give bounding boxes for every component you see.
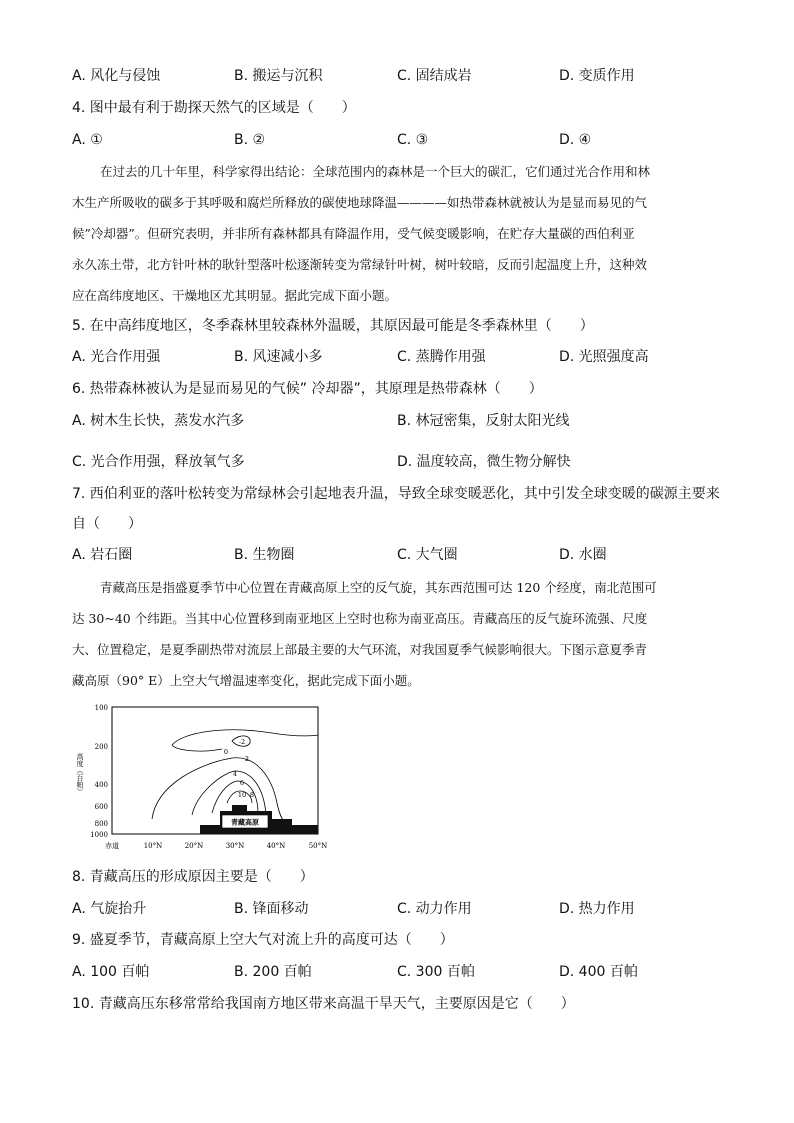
plateau-label: 青藏高原 (231, 817, 259, 827)
passage-line: 木生产所吸收的碳多于其呼吸和腐烂所释放的碳使地球降温————如热带森林就被认为是显而易见的气 (72, 195, 648, 210)
q9-option-b[interactable]: B. 200 百帕 (234, 964, 312, 980)
q4-option-a[interactable]: A. ① (72, 132, 103, 148)
y-tick: 200 (94, 743, 108, 751)
q3-option-c[interactable]: C. 固结成岩 (397, 68, 472, 84)
contour-label: 8 (249, 791, 255, 799)
heating-rate-figure (72, 703, 332, 858)
x-tick: 10°N (143, 842, 163, 850)
q10-stem: 10. 青藏高压东移常常给我国南方地区带来高温干旱天气，主要原因是它（ ） (72, 996, 575, 1012)
contour-label: 4 (232, 770, 238, 778)
q6-option-d[interactable]: D. 温度较高，微生物分解快 (397, 454, 571, 470)
y-tick: 400 (94, 781, 108, 789)
q8-stem: 8. 青藏高压的形成原因主要是（ ） (72, 869, 314, 885)
contour-label: -2 (238, 738, 246, 746)
q8-option-b[interactable]: B. 锋面移动 (234, 901, 309, 917)
q9-option-a[interactable]: A. 100 百帕 (72, 964, 150, 980)
q3-option-d[interactable]: D. 变质作用 (559, 68, 635, 84)
passage-forest (72, 156, 722, 311)
passage-line: 大、位置稳定，是夏季副热带对流层上部最主要的大气环流，对我国夏季气候影响很大。下图示意夏季青 (72, 642, 648, 657)
x-tick: 赤道 (105, 842, 119, 850)
q6-option-b[interactable]: B. 林冠密集，反射太阳光线 (397, 413, 570, 429)
passage-line: 达 30~40 个纬距。当其中心位置移到南亚地区上空时也称为南亚高压。青藏高压的反气旋环流强、尺度 (72, 611, 648, 626)
figure-svg (72, 703, 332, 858)
x-tick: 20°N (184, 842, 204, 850)
q4-option-d[interactable]: D. ④ (559, 132, 592, 148)
passage-line: 藏高原（90° E）上空大气增温速率变化，据此完成下面小题。 (72, 673, 420, 688)
q5-stem: 5. 在中高纬度地区，冬季森林里较森林外温暖，其原因最可能是冬季森林里（ ） (72, 318, 594, 334)
q4-stem: 4. 图中最有利于勘探天然气的区域是（ ） (72, 100, 356, 116)
passage-line: 永久冻土带，北方针叶林的耿针型落叶松逐渐转变为常绿针叶树，树叶较暗，反而引起温度上升，这种效 (72, 257, 648, 272)
q5-option-b[interactable]: B. 风速减小多 (234, 349, 323, 365)
q7-stem: 7. 西伯利亚的落叶松转变为常绿林会引起地表升温，导致全球变暖恶化，其中引发全球变暖的碳源主要来 (72, 486, 720, 502)
q7-option-d[interactable]: D. 水圈 (559, 547, 607, 563)
passage-tibetan-high (72, 572, 722, 696)
q8-option-d[interactable]: D. 热力作用 (559, 901, 635, 917)
q5-option-c[interactable]: C. 蒸腾作用强 (397, 349, 486, 365)
q6-option-a[interactable]: A. 树木生长快，蒸发水汽多 (72, 413, 245, 429)
y-tick: 1000 (90, 831, 108, 839)
q5-option-a[interactable]: A. 光合作用强 (72, 349, 161, 365)
q7-option-a[interactable]: A. 岩石圈 (72, 547, 133, 563)
q3-option-b[interactable]: B. 搬运与沉积 (234, 68, 323, 84)
y-tick: 600 (94, 803, 108, 811)
y-tick: 800 (94, 820, 108, 828)
q9-option-c[interactable]: C. 300 百帕 (397, 964, 475, 980)
q9-option-d[interactable]: D. 400 百帕 (559, 964, 638, 980)
q9-stem: 9. 盛夏季节，青藏高原上空大气对流上升的高度可达（ ） (72, 932, 454, 948)
contour-label: 0 (223, 748, 229, 756)
passage-line: 在过去的几十年里，科学家得出结论：全球范围内的森林是一个巨大的碳汇，它们通过光合作用和林 (100, 164, 651, 179)
q4-option-b[interactable]: B. ② (234, 132, 266, 148)
q7-option-c[interactable]: C. 大气圈 (397, 547, 458, 563)
plot-frame (112, 707, 318, 834)
contour-label: 6 (239, 779, 245, 787)
contour-label: 2 (244, 755, 250, 763)
q6-stem: 6. 热带森林被认为是显而易见的气候” 冷却器”，其原理是热带森林（ ） (72, 381, 543, 397)
y-axis-label: 高度（百帕） (76, 753, 84, 795)
x-tick: 50°N (308, 842, 328, 850)
q5-option-d[interactable]: D. 光照强度高 (559, 349, 649, 365)
q7-stem-cont: 自（ ） (72, 516, 142, 532)
q8-option-c[interactable]: C. 动力作用 (397, 901, 472, 917)
contour-label: 10 (237, 791, 247, 799)
q6-option-c[interactable]: C. 光合作用强，释放氧气多 (72, 454, 245, 470)
x-tick: 30°N (225, 842, 245, 850)
passage-line: 青藏高压是指盛夏季节中心位置在青藏高原上空的反气旋，其东西范围可达 120 个经度，南北范围可 (100, 580, 657, 595)
q8-option-a[interactable]: A. 气旋抬升 (72, 901, 147, 917)
passage-line: 应在高纬度地区、干燥地区尤其明显。据此完成下面小题。 (72, 288, 398, 303)
x-tick: 40°N (266, 842, 286, 850)
passage-line: 候”冷却器”。但研究表明，并非所有森林都具有降温作用，受气候变暖影响，在贮存大量碳的西伯利亚 (72, 226, 635, 241)
q3-option-a[interactable]: A. 风化与侵蚀 (72, 68, 161, 84)
q4-option-c[interactable]: C. ③ (397, 132, 429, 148)
y-tick: 100 (94, 704, 108, 712)
q7-option-b[interactable]: B. 生物圈 (234, 547, 295, 563)
